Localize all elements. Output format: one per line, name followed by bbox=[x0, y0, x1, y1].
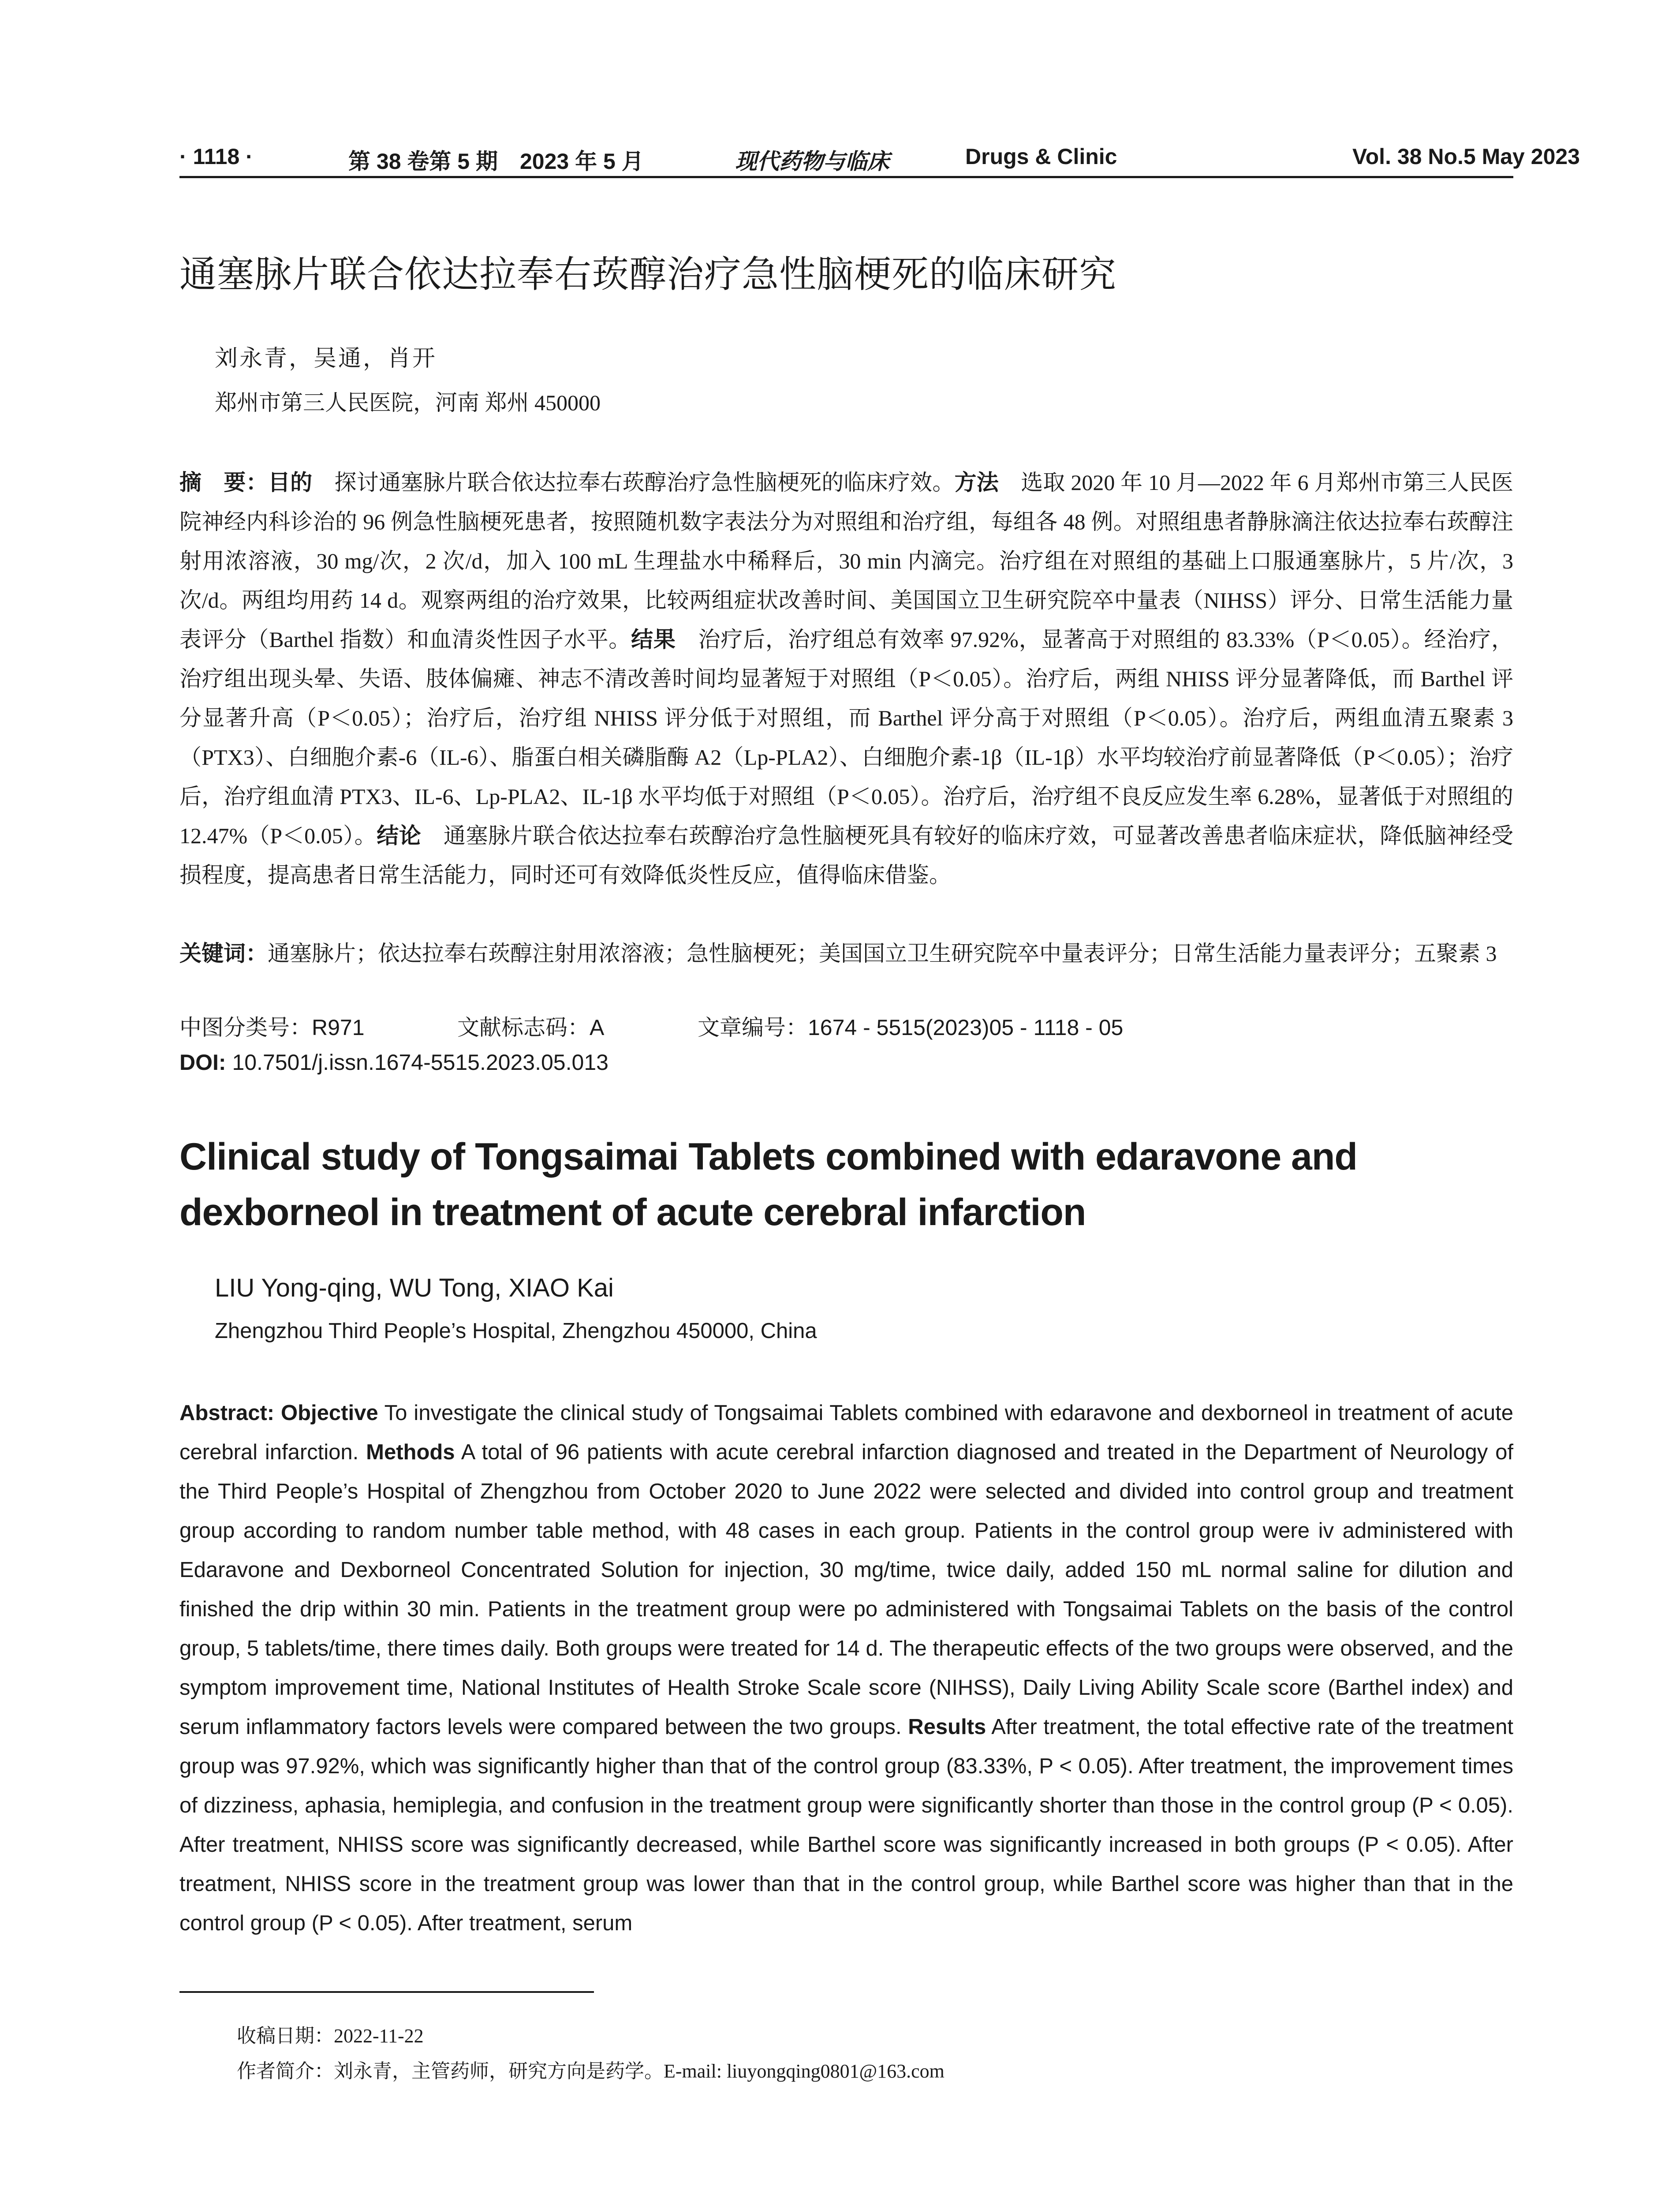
results-label-en: Results bbox=[901, 1715, 986, 1739]
keywords-text-cn: 通塞脉片；依达拉奉右莰醇注射用浓溶液；急性脑梗死；美国国立卫生研究院卒中量表评分；日常生活能力量表评分；五聚素 3 bbox=[268, 941, 1497, 966]
objective-label-cn: 目的 bbox=[268, 470, 313, 495]
authors-en: LIU Yong-qing, WU Tong, XIAO Kai bbox=[215, 1274, 614, 1302]
received-date: 收稿日期：2022-11-22 bbox=[237, 2025, 424, 2047]
article-title-en: Clinical study of Tongsaimai Tablets combined with edaravone and dexborneol in treatment of acute cerebral infarction bbox=[179, 1136, 1357, 1233]
keywords-cn bbox=[179, 934, 1513, 973]
running-header bbox=[179, 140, 1580, 176]
methods-label-cn: 方法 bbox=[954, 470, 999, 495]
volume-en: Vol. 38 No.5 May 2023 bbox=[1352, 144, 1580, 169]
article-number-line bbox=[698, 1010, 1123, 1042]
affiliation-cn: 郑州市第三人民医院，河南 郑州 450000 bbox=[215, 390, 601, 415]
page-number: · 1118 · bbox=[179, 144, 253, 169]
abstract-label-cn: 摘 要： bbox=[179, 470, 268, 495]
clc-label: 中图分类号： bbox=[179, 1015, 312, 1040]
abstract-label-en: Abstract: bbox=[179, 1401, 275, 1425]
doc-code-line bbox=[457, 1010, 604, 1042]
author-info: 作者简介：刘永青，主管药师，研究方向是药学。E-mail: liuyongqing0801@163.com bbox=[237, 2060, 945, 2082]
article-title-cn: 通塞脉片联合依达拉奉右莰醇治疗急性脑梗死的临床研究 bbox=[179, 254, 1117, 295]
authors-cn: 刘永青，吴通，肖开 bbox=[215, 346, 437, 371]
affiliation-en: Zhengzhou Third People’s Hospital, Zhengzhou 450000, China bbox=[215, 1319, 817, 1343]
doi-line bbox=[179, 1050, 609, 1075]
header-rule bbox=[179, 176, 1513, 178]
results-label-cn: 结果 bbox=[631, 627, 676, 652]
volume-cn: 第 38 卷第 5 期 2023 年 5 月 bbox=[348, 149, 644, 174]
conclusion-label-cn: 结论 bbox=[377, 823, 422, 848]
doi-value: 10.7501/j.issn.1674-5515.2023.05.013 bbox=[226, 1050, 609, 1075]
conclusion-text-cn: 通塞脉片联合依达拉奉右莰醇治疗急性脑梗死具有较好的临床疗效，可显著改善患者临床症状，降低脑神经受损程度，提高患者日常生活能力，同时还可有效降低炎性反应，值得临床借鉴。 bbox=[179, 823, 1514, 887]
classification-line bbox=[179, 1010, 365, 1042]
doc-code-value: A bbox=[590, 1015, 605, 1040]
article-number-label: 文章编号： bbox=[698, 1015, 808, 1040]
abstract-cn bbox=[179, 463, 1513, 895]
doc-code-label: 文献标志码： bbox=[457, 1015, 590, 1040]
results-text-cn: 治疗后，治疗组总有效率 97.92%，显著高于对照组的 83.33%（P＜0.05）。经治疗，治疗组出现头晕、失语、肢体偏瘫、神志不清改善时间均显著短于对照组（P＜0.05）。治疗后，两组 NHISS 评分显著降低，而 Barthel 评分显著升高（P＜0.05）；治疗后，治疗组 NHISS 评分低于对照组，而 Barthel 评分高于对照组（P＜0.05）。治疗后，两组血清五聚素 3（PTX3）、白细胞介素-6（IL-6）、脂蛋白相关磷脂酶 A2（Lp-PLA2）、白细胞介素-1β（IL-1β）水平均较治疗前显著降低（P＜0.05）；治疗后，治疗组血清 PTX3、IL-6、Lp-PLA2、IL-1β 水平均低于对照组（P＜0.05）。治疗后，治疗组不良反应发生率 6.28%，显著低于对照组的 12.47%（P＜0.05）。 bbox=[179, 627, 1513, 848]
journal-name-cn: 现代药物与临床 bbox=[735, 149, 889, 174]
objective-text-en: To investigate the clinical study of Tongsaimai Tablets combined with edaravone and dexborneol in treatment of acute cerebral infarction. bbox=[179, 1401, 1513, 1464]
results-text-en: After treatment, the total effective rate of the treatment group was 97.92%, which was significantly higher than that of the control group (83.33%, P < 0.05). After treatment, the improvement times of dizziness, aphasia, hemiplegia, and confusion in the treatment group were significantly shorter than those in the control group (P < 0.05). After treatment, NHISS score was significantly decreased, while Barthel score was significantly increased in both groups (P < 0.05). After treatment, NHISS score in the treatment group was lower than that in the control group, while Barthel score was higher than that in the control group (P < 0.05). After treatment, serum bbox=[179, 1715, 1513, 1935]
objective-text-cn: 探讨通塞脉片联合依达拉奉右莰醇治疗急性脑梗死的临床疗效。 bbox=[312, 470, 955, 495]
methods-text-cn: 选取 2020 年 10 月—2022 年 6 月郑州市第三人民医院神经内科诊治的 96 例急性脑梗死患者，按照随机数字表法分为对照组和治疗组，每组各 48 例。对照组患者静脉滴注依达拉奉右莰醇注射用浓溶液，30 mg/次，2 次/d，加入 100 mL 生理盐水中稀释后，30 min 内滴完。治疗组在对照组的基础上口服通塞脉片，5 片/次，3 次/d。两组均用药 14 d。观察两组的治疗效果，比较两组症状改善时间、美国国立卫生研究院卒中量表（NIHSS）评分、日常生活能力量表评分（Barthel 指数）和血清炎性因子水平。 bbox=[179, 470, 1514, 652]
clc-value: R971 bbox=[312, 1015, 365, 1040]
methods-label-en: Methods bbox=[358, 1440, 455, 1464]
doi-label: DOI: bbox=[179, 1050, 226, 1075]
abstract-en bbox=[179, 1394, 1513, 1943]
article-number-value: 1674 - 5515(2023)05 - 1118 - 05 bbox=[808, 1015, 1124, 1040]
footnote-rule bbox=[179, 1991, 594, 1993]
objective-label-en: Objective bbox=[274, 1401, 378, 1425]
journal-name-en: Drugs & Clinic bbox=[965, 144, 1117, 169]
methods-text-en: A total of 96 patients with acute cerebral infarction diagnosed and treated in the Department of Neurology of the Third People’s Hospital of Zhengzhou from October 2020 to June 2022 were selected and divided into control group and treatment group according to random number table method, with 48 cases in each group. Patients in the control group were iv administered with Edaravone and Dexborneol Concentrated Solution for injection, 30 mg/time, twice daily, added 150 mL normal saline for dilution and finished the drip within 30 min. Patients in the treatment group were po administered with Tongsaimai Tablets on the basis of the control group, 5 tablets/time, there times daily. Both groups were treated for 14 d. The therapeutic effects of the two groups were observed, and the symptom improvement time, National Institutes of Health Stroke Scale score (NIHSS), Daily Living Ability Scale score (Barthel index) and serum inflammatory factors levels were compared between the two groups. bbox=[179, 1440, 1514, 1739]
keywords-label-cn: 关键词： bbox=[179, 941, 268, 966]
